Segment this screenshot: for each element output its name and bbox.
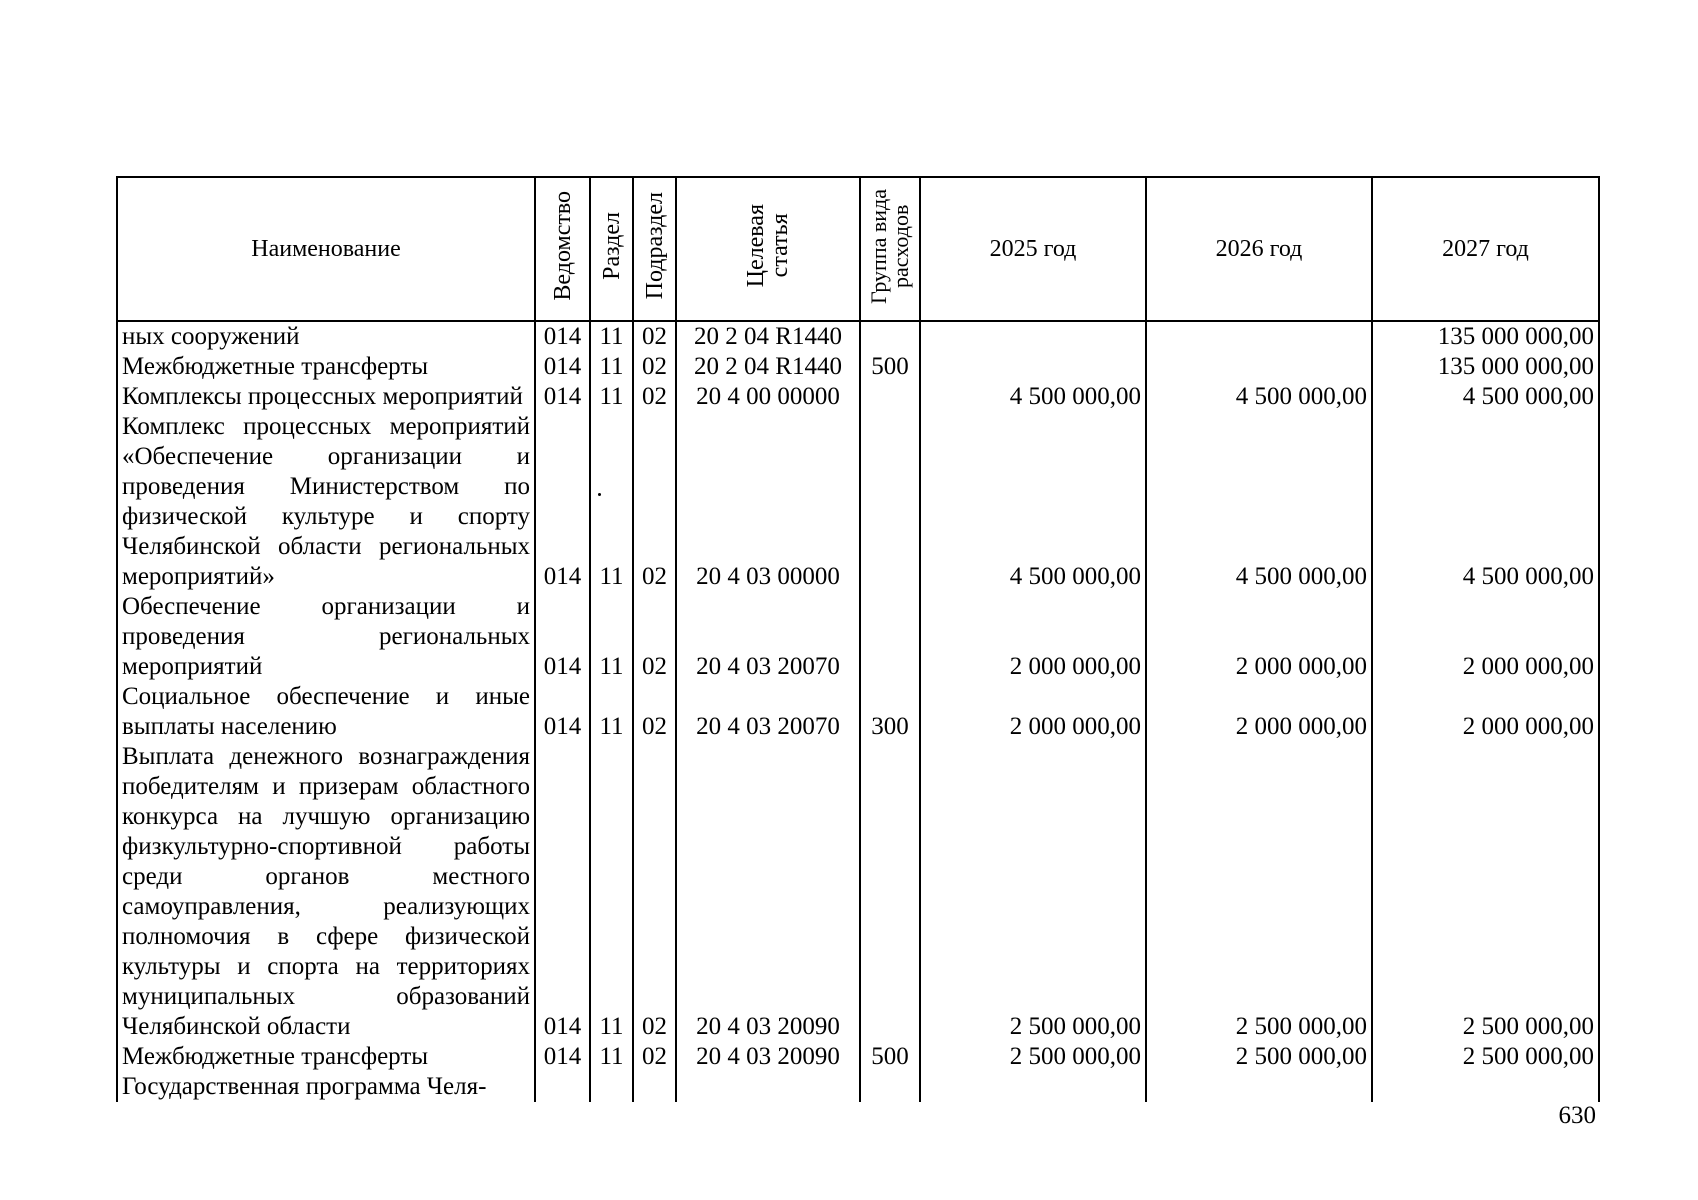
cell-2027: 2 500 000,00 [1372, 1042, 1599, 1072]
table-row [117, 1042, 1599, 1072]
header-year-2027: 2027 год [1372, 177, 1599, 321]
cell-2026: 2 500 000,00 [1146, 1042, 1372, 1072]
cell-vid-rashodov: 300 [860, 682, 920, 742]
scan-speck [598, 493, 601, 496]
cell-vid-rashodov [860, 742, 920, 1042]
cell-vid-rashodov [860, 592, 920, 682]
cell-2025: 2 000 000,00 [920, 682, 1146, 742]
cell-podrazdel: 02 [633, 321, 676, 352]
cell-celevaya-statya: 20 4 03 20070 [676, 682, 860, 742]
cell-2026 [1146, 352, 1372, 382]
cell-vedomstvo: 014 [535, 321, 590, 352]
cell-podrazdel [633, 1072, 676, 1102]
cell-name: Государственная программа Челя- [117, 1072, 535, 1102]
header-year-2025: 2025 год [920, 177, 1146, 321]
page-number: 630 [1558, 1102, 1596, 1129]
cell-2026: 2 000 000,00 [1146, 682, 1372, 742]
cell-name: Межбюджетные трансферты [117, 352, 535, 382]
cell-podrazdel: 02 [633, 412, 676, 592]
cell-podrazdel: 02 [633, 592, 676, 682]
cell-podrazdel: 02 [633, 682, 676, 742]
cell-razdel: 11 [590, 1042, 633, 1072]
cell-2026 [1146, 1072, 1372, 1102]
cell-celevaya-statya: 20 2 04 R1440 [676, 352, 860, 382]
cell-celevaya-statya: 20 4 03 20070 [676, 592, 860, 682]
cell-2025 [920, 321, 1146, 352]
cell-celevaya-statya: 20 4 03 20090 [676, 1042, 860, 1072]
cell-2025 [920, 352, 1146, 382]
cell-vedomstvo: 014 [535, 412, 590, 592]
cell-2025: 4 500 000,00 [920, 412, 1146, 592]
cell-vedomstvo: 014 [535, 1042, 590, 1072]
table-row [117, 412, 1599, 592]
cell-podrazdel: 02 [633, 1042, 676, 1072]
header-podrazdel: Подраздел [633, 177, 676, 321]
cell-razdel [590, 1072, 633, 1102]
cell-2025: 2 000 000,00 [920, 592, 1146, 682]
cell-2027 [1372, 1072, 1599, 1102]
cell-podrazdel: 02 [633, 742, 676, 1042]
cell-celevaya-statya: 20 4 03 00000 [676, 412, 860, 592]
cell-vid-rashodov [860, 412, 920, 592]
cell-2026: 2 000 000,00 [1146, 592, 1372, 682]
cell-razdel: 11 [590, 382, 633, 412]
cell-name: Комплексы процессных мероприятий [117, 382, 535, 412]
cell-vedomstvo: 014 [535, 352, 590, 382]
cell-vedomstvo: 014 [535, 592, 590, 682]
cell-celevaya-statya: 20 4 03 20090 [676, 742, 860, 1042]
table-row [117, 352, 1599, 382]
cell-2026 [1146, 321, 1372, 352]
cell-2025: 4 500 000,00 [920, 382, 1146, 412]
header-name: Наименование [117, 177, 535, 321]
cell-2025: 2 500 000,00 [920, 1042, 1146, 1072]
cell-name: Выплата денежного вознаграждения победителям и призерам областного конкурса на лучшую организацию физкультурно-спортивной работы среди органов местного самоуправления, реализующих полномочия в сфере физической культуры и спорта на территориях муниципальных образований Челябинской области [117, 742, 535, 1042]
cell-name: Обеспечение организации и проведения региональных мероприятий [117, 592, 535, 682]
table-row [117, 321, 1599, 352]
cell-2027: 2 000 000,00 [1372, 592, 1599, 682]
cell-2027: 135 000 000,00 [1372, 352, 1599, 382]
cell-podrazdel: 02 [633, 352, 676, 382]
header-row [117, 177, 1599, 321]
cell-celevaya-statya: 20 4 00 00000 [676, 382, 860, 412]
table-row [117, 742, 1599, 1042]
cell-2027: 4 500 000,00 [1372, 412, 1599, 592]
cell-vid-rashodov [860, 382, 920, 412]
cell-razdel: 11 [590, 592, 633, 682]
cell-name: ных сооружений [117, 321, 535, 352]
cell-vedomstvo: 014 [535, 382, 590, 412]
cell-name: Комплекс процессных мероприятий «Обеспечение организации и проведения Министерством по физической культуре и спорту Челябинской области региональных мероприятий» [117, 412, 535, 592]
cell-2026: 4 500 000,00 [1146, 382, 1372, 412]
cell-celevaya-statya: 20 2 04 R1440 [676, 321, 860, 352]
cell-name: Межбюджетные трансферты [117, 1042, 535, 1072]
cell-vid-rashodov: 500 [860, 1042, 920, 1072]
cell-2027: 4 500 000,00 [1372, 382, 1599, 412]
table-row [117, 1072, 1599, 1102]
cell-2026: 4 500 000,00 [1146, 412, 1372, 592]
cell-2027: 2 000 000,00 [1372, 682, 1599, 742]
cell-razdel: 11 [590, 682, 633, 742]
header-celevaya-statya: Целевая статья [676, 177, 860, 321]
cell-razdel: 11 [590, 412, 633, 592]
cell-vid-rashodov [860, 1072, 920, 1102]
table-row [117, 682, 1599, 742]
header-vedomstvo: Ведомство [535, 177, 590, 321]
cell-vedomstvo: 014 [535, 742, 590, 1042]
cell-podrazdel: 02 [633, 382, 676, 412]
cell-razdel: 11 [590, 352, 633, 382]
header-year-2026: 2026 год [1146, 177, 1372, 321]
cell-vedomstvo [535, 1072, 590, 1102]
cell-razdel: 11 [590, 321, 633, 352]
cell-vid-rashodov [860, 321, 920, 352]
cell-vid-rashodov: 500 [860, 352, 920, 382]
cell-2027: 135 000 000,00 [1372, 321, 1599, 352]
cell-2027: 2 500 000,00 [1372, 742, 1599, 1042]
budget-table [116, 176, 1600, 1102]
cell-celevaya-statya [676, 1072, 860, 1102]
table-row [117, 382, 1599, 412]
cell-name: Социальное обеспечение и иные выплаты населению [117, 682, 535, 742]
cell-2025 [920, 1072, 1146, 1102]
cell-razdel: 11 [590, 742, 633, 1042]
cell-2025: 2 500 000,00 [920, 742, 1146, 1042]
cell-vedomstvo: 014 [535, 682, 590, 742]
cell-2026: 2 500 000,00 [1146, 742, 1372, 1042]
table-row [117, 592, 1599, 682]
header-razdel: Раздел [590, 177, 633, 321]
header-gruppa-vida-rashodov: Группа вида расходов [860, 177, 920, 321]
